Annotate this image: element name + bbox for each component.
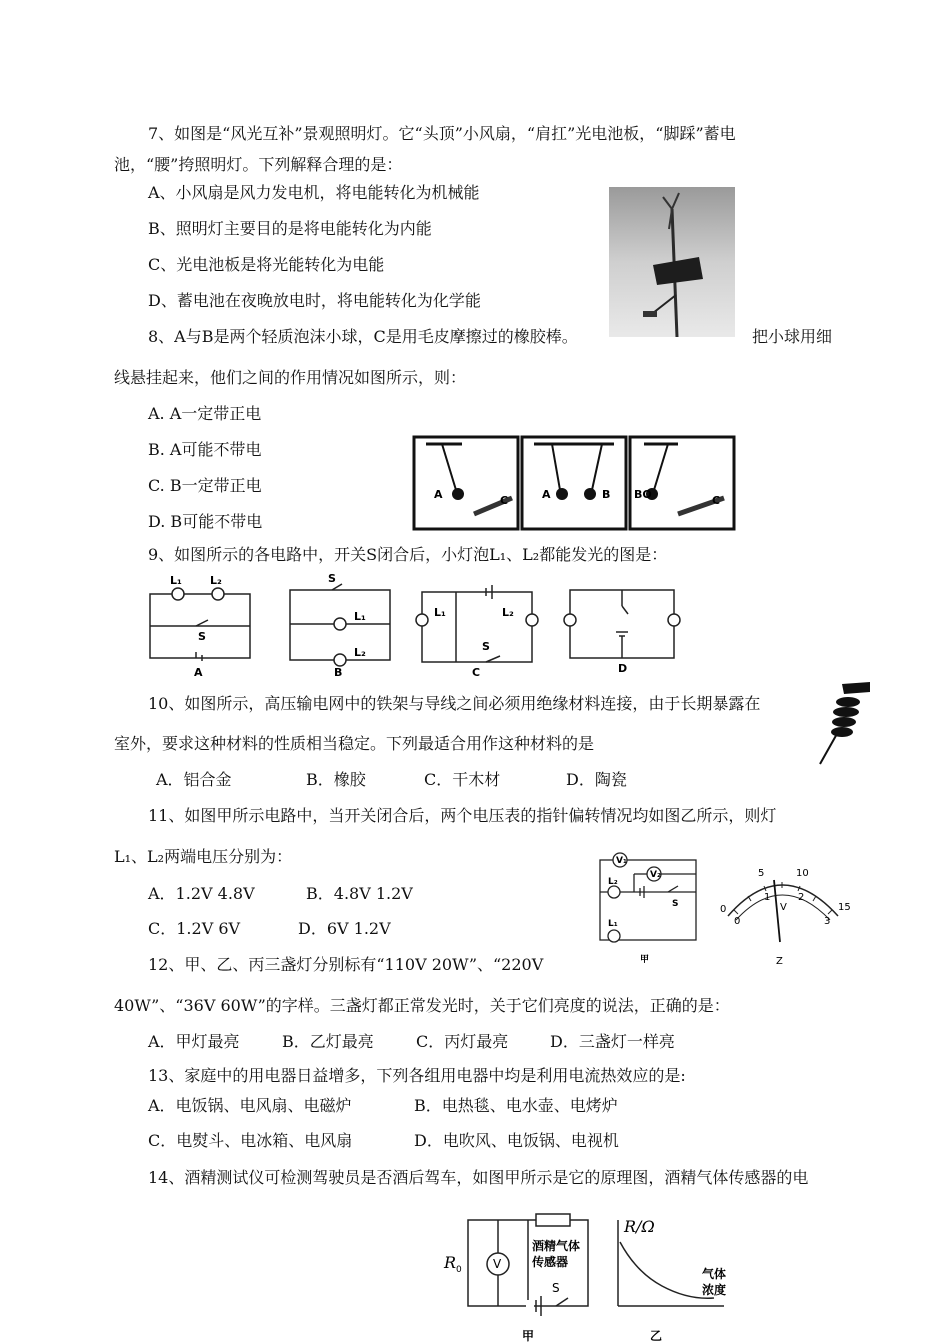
q8-stem-line1-tail: 把小球用细 [752, 327, 833, 346]
q14-yi-y-axis: R/Ω [624, 1217, 655, 1236]
q11-option-d: D．6V 1.2V [298, 919, 391, 938]
q9-a-label-l2: L₂ [210, 574, 222, 587]
q12-option-a: A．甲灯最亮 [148, 1032, 240, 1051]
q10-option-c: C．干木材 [424, 770, 501, 789]
q7-stem-line1: 7、如图是“风光互补”景观照明灯。它“头顶”小风扇，“肩扛”光电池板，“脚踩”蓄电 [148, 124, 736, 143]
q12-option-c: C．丙灯最亮 [416, 1032, 509, 1051]
q14-circuit-jia [440, 1210, 600, 1344]
q11-option-c: C．1.2V 6V [148, 919, 241, 938]
q9-b-caption: B [334, 666, 343, 679]
q11-jia-label-v2: V₂ [650, 870, 661, 880]
q10-option-a: A．铝合金 [156, 770, 232, 789]
q9-b-label-l1: L₁ [354, 610, 366, 623]
q11-voltmeter-yi [714, 858, 854, 968]
q12-stem-line2: 40W”、“36V 60W”的字样。三盏灯都正常发光时，关于它们亮度的说法，正确的是： [114, 996, 730, 1015]
q14-graph-yi [604, 1210, 744, 1344]
q11-jia-caption: 甲 [640, 955, 650, 965]
q11-yi-outer-10: 10 [796, 868, 809, 879]
q10-option-b: B．橡胶 [306, 770, 366, 789]
q11-yi-unit: V [780, 902, 787, 913]
q11-stem-line2: L₁、L₂两端电压分别为： [114, 847, 293, 866]
q11-circuit-jia [594, 846, 706, 968]
q9-a-label-s: S [198, 630, 206, 643]
q11-yi-outer-15: 15 [838, 902, 851, 913]
q7-option-a: A、小风扇是风力发电机，将电能转化为机械能 [148, 183, 480, 202]
q12-stem-line1: 12、甲、乙、丙三盏灯分别标有“110V 20W”、“220V [148, 955, 544, 974]
q9-circuits-figure [146, 570, 686, 680]
q13-option-a: A．电饭锅、电风扇、电磁炉 [148, 1096, 352, 1115]
q9-c-label-s: S [482, 640, 490, 653]
q13-option-b: B．电热毯、电水壶、电烤炉 [414, 1096, 618, 1115]
q13-stem-line1: 13、家庭中的用电器日益增多，下列各组用电器中均是利用电流热效应的是: [148, 1066, 686, 1085]
q8-panel3-label-c: C [712, 494, 721, 507]
q9-stem-line1: 9、如图所示的各电路中，开关S闭合后，小灯泡L₁、L₂都能发光的图是： [148, 545, 668, 564]
q8-panel3-label-b: BO [634, 488, 652, 501]
q11-jia-label-l2: L₂ [608, 877, 618, 887]
q11-yi-inner-3: 3 [824, 916, 831, 927]
q9-a-label-l1: L₁ [170, 574, 182, 587]
q8-stem-line2: 线悬挂起来，他们之间的作用情况如图所示，则： [114, 368, 467, 387]
q14-jia-r0: R [444, 1253, 457, 1272]
q11-jia-label-v1: V₁ [616, 856, 627, 866]
q11-yi-outer-0: 0 [720, 904, 727, 915]
q12-option-b: B．乙灯最亮 [282, 1032, 374, 1051]
q7-stem-line2: 池，“腰”挎照明灯。下列解释合理的是： [114, 155, 403, 174]
q8-option-d: D. B可能不带电 [148, 512, 263, 531]
q11-option-b: B．4.8V 1.2V [306, 884, 413, 903]
q14-jia-sensor-line1: 酒精气体 [532, 1239, 581, 1253]
q14-yi-x-axis-line1: 气体 [702, 1267, 727, 1281]
q8-charged-balls-figure [412, 434, 736, 532]
q14-jia-sensor-line2: 传感器 [532, 1255, 569, 1269]
q11-yi-inner-1: 1 [764, 892, 771, 903]
q11-yi-outer-5: 5 [758, 868, 765, 879]
q12-option-d: D．三盏灯一样亮 [550, 1032, 675, 1051]
q11-stem-line1: 11、如图甲所示电路中，当开关闭合后，两个电压表的指针偏转情况均如图乙所示，则灯 [148, 806, 777, 825]
q8-stem-line1: 8、A与B是两个轻质泡沫小球，C是用毛皮摩擦过的橡胶棒。 [148, 327, 578, 346]
q9-c-caption: C [472, 666, 481, 679]
q14-stem-line1: 14、酒精测试仪可检测驾驶员是否酒后驾车，如图甲所示是它的原理图，酒精气体传感器的电 [148, 1168, 809, 1187]
q8-option-b: B. A可能不带电 [148, 440, 262, 459]
q11-option-a: A．1.2V 4.8V [148, 884, 255, 903]
q14-yi-x-axis-line2: 浓度 [702, 1283, 727, 1297]
q10-insulator-figure [814, 680, 874, 768]
q9-a-caption: A [194, 666, 203, 679]
q8-panel1-label-a: A [434, 488, 443, 501]
q14-jia-r0-sub: 0 [456, 1265, 462, 1275]
q14-jia-meter: V [493, 1257, 502, 1271]
q9-b-label-l2: L₂ [354, 646, 366, 659]
q8-panel2-label-b: B [602, 488, 611, 501]
q9-d-caption: D [618, 662, 628, 675]
q9-c-label-l1: L₁ [434, 606, 446, 619]
q7-lamp-photo [609, 187, 735, 337]
q9-b-label-s: S [328, 572, 336, 585]
q11-yi-inner-2: 2 [798, 892, 805, 903]
q10-option-d: D．陶瓷 [566, 770, 627, 789]
q14-jia-caption: 甲 [522, 1329, 535, 1343]
q7-option-d: D、蓄电池在夜晚放电时，将电能转化为化学能 [148, 291, 481, 310]
q14-yi-caption: 乙 [650, 1329, 663, 1343]
q9-c-label-l2: L₂ [502, 606, 514, 619]
q8-option-a: A. A一定带正电 [148, 404, 262, 423]
q11-yi-caption: Z [776, 956, 783, 967]
q11-jia-label-l1: L₁ [608, 919, 618, 929]
q8-panel1-label-c: C [500, 494, 509, 507]
q10-stem-line2: 室外，要求这种材料的性质相当稳定。下列最适合用作这种材料的是 [114, 734, 595, 753]
q8-option-c: C. B一定带正电 [148, 476, 262, 495]
q7-option-b: B、照明灯主要目的是将电能转化为内能 [148, 219, 432, 238]
q11-jia-label-s: S [672, 899, 679, 909]
q8-panel2-label-a: A [542, 488, 551, 501]
q13-option-c: C．电熨斗、电冰箱、电风扇 [148, 1131, 353, 1150]
q11-yi-inner-0: 0 [734, 916, 741, 927]
q10-stem-line1: 10、如图所示，高压输电网中的铁架与导线之间必须用绝缘材料连接，由于长期暴露在 [148, 694, 761, 713]
q14-jia-switch: S [552, 1281, 560, 1295]
q13-option-d: D．电吹风、电饭锅、电视机 [414, 1131, 619, 1150]
q7-option-c: C、光电池板是将光能转化为电能 [148, 255, 385, 274]
